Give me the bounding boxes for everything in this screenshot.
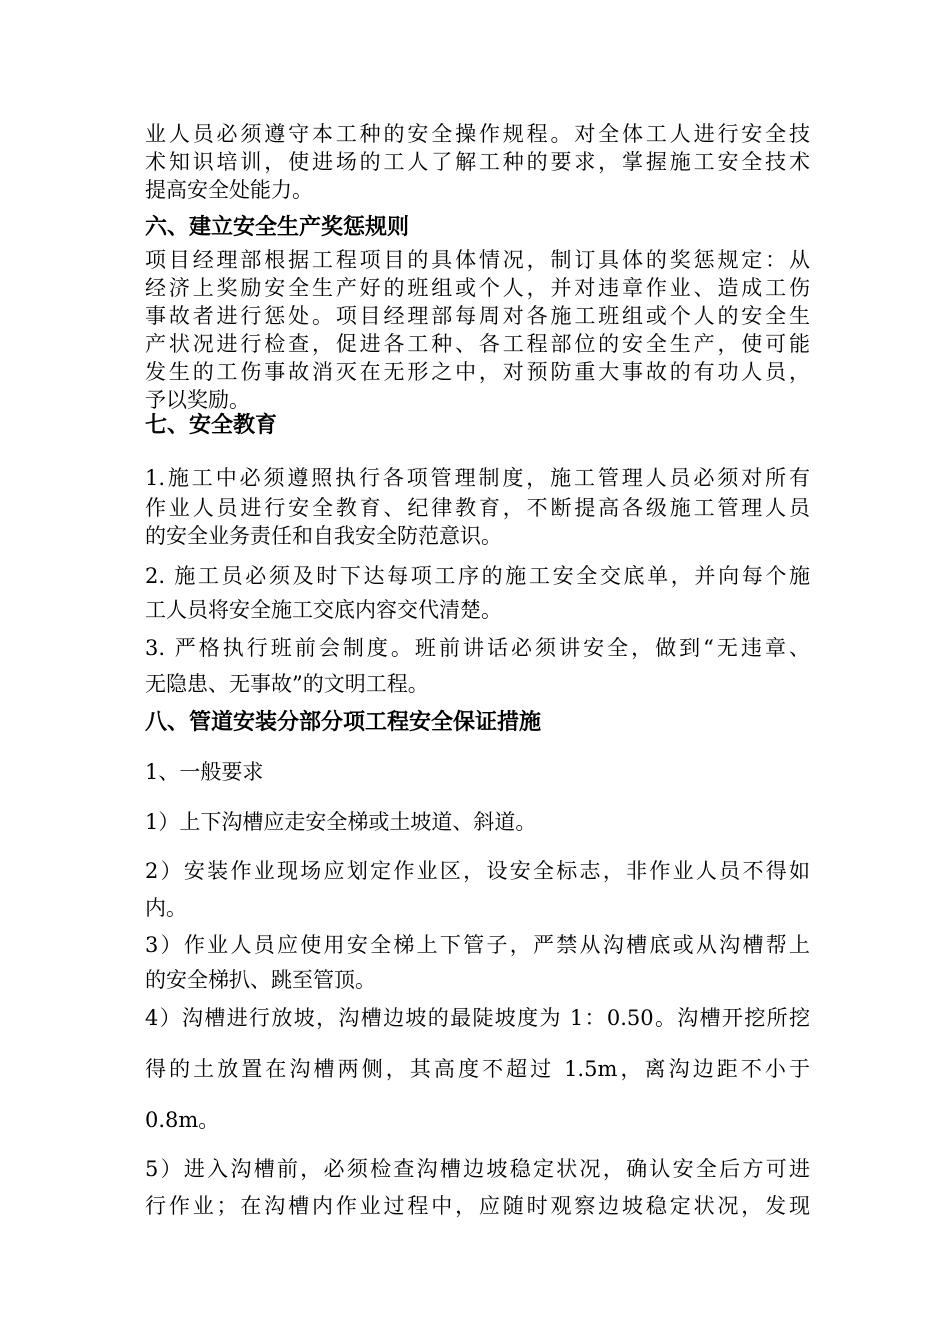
text-line: 内。	[145, 896, 187, 920]
text-line: 术知识培训，使进场的工人了解工种的要求，掌握施工安全技术	[145, 150, 810, 174]
text-line: 发生的工伤事故消灭在无形之中，对预防重大事故的有功人员，	[145, 360, 810, 384]
text-line: 事故者进行惩处。项目经理部每周对各施工班组或个人的安全生	[145, 304, 810, 328]
text-line: 0.8m。	[145, 1108, 220, 1132]
section-heading-6: 六、建立安全生产奖惩规则	[145, 214, 410, 240]
text-line: 工人员将安全施工交底内容交代清楚。	[145, 598, 502, 622]
text-line: 的安全业务责任和自我安全防范意识。	[145, 524, 502, 548]
text-line: 2）安装作业现场应划定作业区，设安全标志，非作业人员不得如	[145, 859, 810, 883]
text-line: 提高安全处能力。	[145, 178, 313, 202]
text-line: 1、一般要求	[145, 760, 264, 784]
text-line: 4）沟槽进行放坡，沟槽边坡的最陡坡度为 1：0.50。沟槽开挖所挖	[145, 1006, 810, 1030]
text-line: 5）进入沟槽前，必须检查沟槽边坡稳定状况，确认安全后方可进	[145, 1157, 810, 1181]
section-heading-7: 七、安全教育	[145, 412, 278, 438]
text-line: 2. 施工员必须及时下达每项工序的施工安全交底单，并向每个施	[145, 564, 810, 588]
section-heading-8: 八、管道安装分部分项工程安全保证措施	[145, 709, 542, 735]
text-line: 行作业；在沟槽内作业过程中，应随时观察边坡稳定状况，发现	[145, 1194, 810, 1218]
text-line: 作业人员进行安全教育、纪律教育，不断提高各级施工管理人员	[145, 496, 810, 520]
text-line: 产状况进行检查，促进各工种、各工程部位的安全生产，使可能	[145, 332, 810, 356]
text-line: 业人员必须遵守本工种的安全操作规程。对全体工人进行安全技	[145, 122, 810, 146]
text-line: 项目经理部根据工程项目的具体情况，制订具体的奖惩规定：从	[145, 248, 810, 272]
text-line: 3. 严格执行班前会制度。班前讲话必须讲安全，做到“无违章、	[145, 636, 810, 660]
text-line: 得的土放置在沟槽两侧，其高度不超过 1.5m，离沟边距不小于	[145, 1057, 810, 1081]
text-line: 予以奖励。	[145, 388, 250, 412]
text-line: 经济上奖励安全生产好的班组或个人，并对违章作业、造成工伤	[145, 276, 810, 300]
text-line: 1）上下沟槽应走安全梯或土坡道、斜道。	[145, 810, 537, 834]
text-line: 1.施工中必须遵照执行各项管理制度，施工管理人员必须对所有	[145, 466, 810, 490]
text-line: 的安全梯扒、跳至管顶。	[145, 968, 376, 992]
text-line: 3）作业人员应使用安全梯上下管子，严禁从沟槽底或从沟槽帮上	[145, 933, 810, 957]
text-line: 无隐患、无事故”的文明工程。	[145, 672, 429, 696]
